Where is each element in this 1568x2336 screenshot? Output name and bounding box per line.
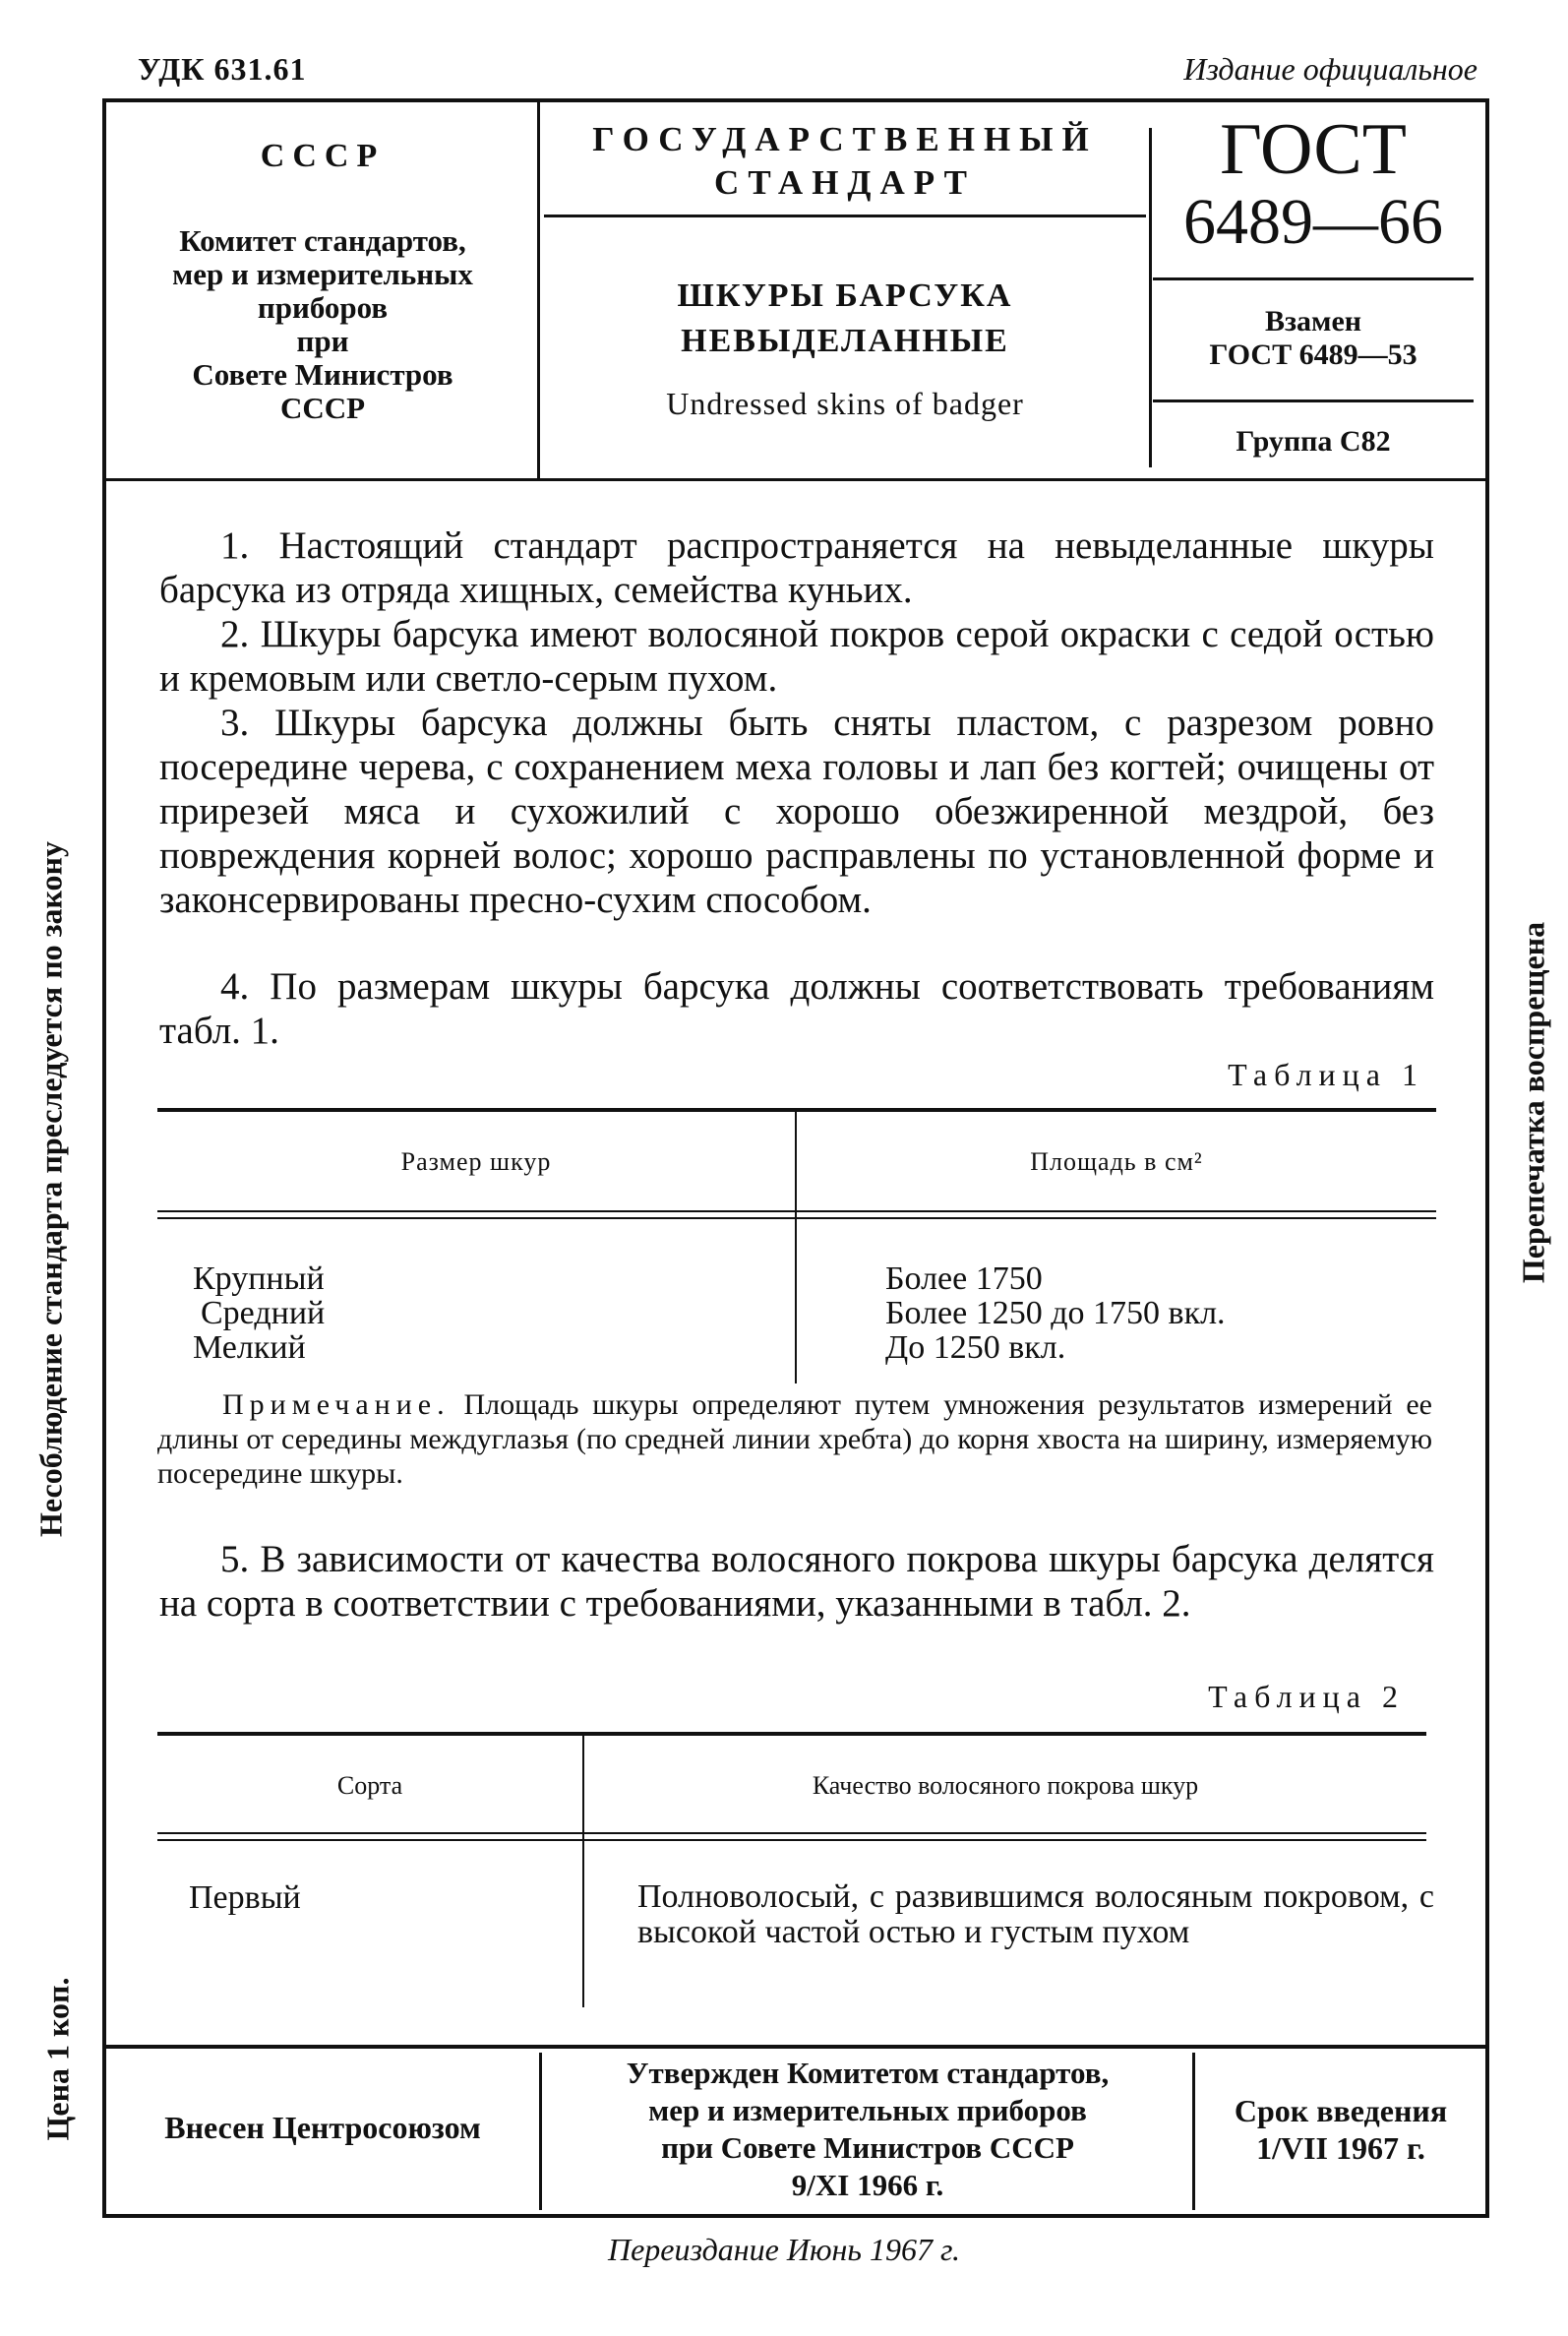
table-2-header-quality: Качество волосяного покрова шкур (812, 1771, 1199, 1800)
header-right-rule-2 (1153, 400, 1474, 402)
table-row: Средний (201, 1295, 326, 1331)
paragraph-4 (159, 964, 1434, 1053)
standard-type-line2: СТАНДАРТ (714, 163, 976, 202)
footer-divider-right (1192, 2053, 1195, 2210)
paragraph-3 (159, 701, 1434, 922)
table-1-header-rule (157, 1210, 1436, 1212)
table-row: Крупный (193, 1260, 325, 1297)
edition-label: Издание официальное (1183, 51, 1478, 87)
table-cell: Более 1250 до 1750 вкл. (885, 1295, 1226, 1331)
table-1-caption: Таблица 1 (1228, 1057, 1424, 1092)
ussr-label: СССР (260, 138, 386, 174)
table-row: Первый (189, 1879, 301, 1916)
footer-top-rule (102, 2045, 1489, 2049)
paragraph-1 (159, 523, 1434, 612)
udk-code: УДК 631.61 (138, 51, 307, 87)
table-cell: До 1250 вкл. (885, 1329, 1066, 1366)
table-1-header-size: Размер шкур (400, 1147, 552, 1176)
reprint-notice: Перепечатка воспрещена (1515, 921, 1551, 1284)
committee-line: при (296, 324, 349, 358)
document-title-line1: ШКУРЫ БАРСУКА (677, 277, 1013, 314)
group-label: Группа С82 (1236, 425, 1391, 458)
table-1-top-rule (157, 1108, 1436, 1112)
effective-date (1196, 2092, 1485, 2167)
table-1-header-rule-double (157, 1217, 1436, 1219)
price-label: Цена 1 коп. (39, 1977, 76, 2141)
paragraph-2 (159, 612, 1434, 701)
committee-line: мер и измерительных (172, 257, 473, 291)
replaces-label: Взамен (1264, 305, 1362, 338)
paragraph-2-text: 2. Шкуры барсука имеют волосяной покров серой окраски с седой остью и кремовым или светло-серым пухом. (159, 613, 1434, 700)
standard-type-line1: ГОСУДАРСТВЕННЫЙ (592, 120, 1098, 158)
table-cell: Полноволосый, с развившимся волосяным покровом, с высокой частой остью и густым пухом (637, 1878, 1434, 1950)
reissue-note: Переиздание Июнь 1967 г. (607, 2232, 960, 2267)
replaces-standard: ГОСТ 6489—53 (1209, 338, 1417, 371)
header-middle-rule (544, 215, 1146, 217)
committee-line: Совете Министров (192, 357, 453, 392)
document-title-english: Undressed skins of badger (666, 386, 1024, 421)
table-2-header-rule (157, 1832, 1426, 1834)
frame-top-rule (102, 98, 1489, 102)
footer-bottom-rule (102, 2214, 1489, 2218)
approved-line: 9/XI 1966 г. (791, 2168, 944, 2202)
paragraph-1-text: 1. Настоящий стандарт распространяется на невыделанные шкуры барсука из отряда хищных, семейства куньих. (159, 524, 1434, 611)
table-1-header-area: Площадь в см² (1030, 1147, 1203, 1176)
header-right-rule-1 (1153, 277, 1474, 280)
document-title-line2: НЕВЫДЕЛАННЫЕ (681, 323, 1009, 359)
gost-number: 6489—66 (1183, 186, 1443, 258)
committee-line: приборов (257, 290, 389, 325)
paragraph-3-text: 3. Шкуры барсука должны быть сняты пластом, с разрезом ровно посередине черева, с сохранением меха головы и лап без когтей; очищены от прирезей мяса и сухожилий с хорошо обезжиренной мездрой, без повреждения корней волос; хорошо расправлены по установленной форме и законсервированы пресно-сухим способом. (159, 702, 1434, 921)
committee-block (108, 224, 537, 425)
header-divider-right (1149, 128, 1152, 467)
header-divider-left (537, 102, 540, 478)
footer-divider-left (539, 2053, 542, 2210)
table-2-caption: Таблица 2 (1208, 1679, 1405, 1714)
table-cell: Более 1750 (885, 1260, 1043, 1297)
approved-line: мер и измерительных приборов (648, 2093, 1087, 2127)
table-row: Мелкий (193, 1329, 306, 1366)
paragraph-5 (159, 1537, 1434, 1626)
effective-line: Срок введения (1234, 2093, 1448, 2128)
header-bottom-rule (102, 478, 1489, 481)
law-notice: Несоблюдение стандарта преследуется по закону (32, 841, 69, 1537)
introduced-by: Внесен Центросоюзом (164, 2110, 481, 2145)
table-1-note (157, 1387, 1432, 1491)
paragraph-5-text: 5. В зависимости от качества волосяного покрова шкуры барсука делятся на сорта в соответствии с требованиями, указанными в табл. 2. (159, 1538, 1434, 1625)
table-2-top-rule (157, 1732, 1426, 1736)
committee-line: Комитет стандартов, (179, 223, 466, 258)
gost-label: ГОСТ (1220, 109, 1407, 190)
note-text: Площадь шкуры определяют путем умножения результатов измерений ее длины от середины междуглазья (по средней линии хребта) до корня хвоста на ширину, измеряемую посередине шкуры. (157, 1388, 1432, 1490)
approved-line: при Совете Министров СССР (661, 2130, 1074, 2165)
paragraph-4-text: 4. По размерам шкуры барсука должны соответствовать требованиям табл. 1. (159, 965, 1434, 1052)
approved-line: Утвержден Комитетом стандартов, (626, 2056, 1110, 2090)
approved-by (543, 2055, 1192, 2204)
table-2-header-grade: Сорта (336, 1771, 403, 1800)
effective-line: 1/VII 1967 г. (1256, 2130, 1425, 2166)
committee-line: СССР (279, 391, 366, 425)
note-label: Примечание. (222, 1388, 451, 1421)
table-2-header-rule-double (157, 1839, 1426, 1841)
